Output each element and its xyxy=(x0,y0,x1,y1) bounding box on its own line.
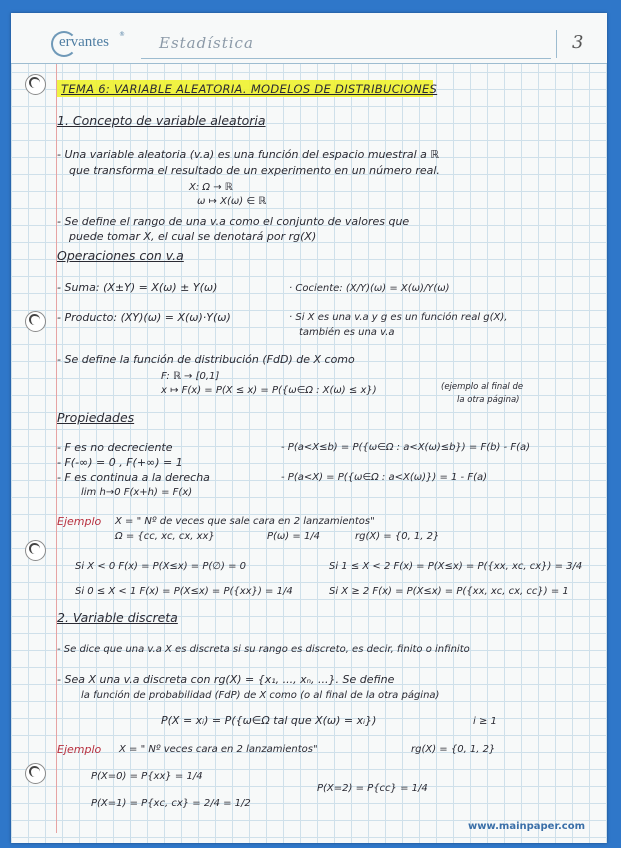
definition-line: la función de probabilidad (FdP) de X como (o al final de la otra página) xyxy=(81,690,440,701)
example-line: rg(X) = {0, 1, 2} xyxy=(411,744,496,755)
definition-line: - Una variable aleatoria (v.a) es una función del espacio muestral a ℝ xyxy=(57,148,440,161)
notebook-page xyxy=(11,13,607,843)
operations-heading: Operaciones con v.a xyxy=(57,248,184,263)
probability-line: P(X=2) = P{cc} = 1/4 xyxy=(317,783,428,794)
case-line: Si 1 ≤ X < 2 F(x) = P(X≤x) = P({xx, xc, cx}) = 3/4 xyxy=(329,561,583,572)
property-line: - F es continua a la derecha xyxy=(57,471,210,484)
formula-line: x ↦ F(x) = P(X ≤ x) = P({ω∈Ω : X(ω) ≤ x}) xyxy=(161,385,377,396)
binder-hole xyxy=(25,540,46,561)
property-line: lim h→0 F(x+h) = F(x) xyxy=(81,487,193,498)
page-title: TEMA 6: VARIABLE ALEATORIA. MODELOS DE DISTRIBUCIONES xyxy=(61,82,438,96)
note-line: · Si X es una v.a y g es un función real g(X), xyxy=(289,312,508,323)
example-label: Ejemplo xyxy=(57,515,102,528)
definition-line: puede tomar X, el cual se denotará por rg(X) xyxy=(69,230,317,243)
property-line: - F es no decreciente xyxy=(57,441,173,454)
example-line: Ω = {cc, xc, cx, xx} xyxy=(115,531,215,542)
definition-line: - Se dice que una v.a X es discreta si su rango es discreto, es decir, finito o infinito xyxy=(57,644,470,655)
binder-hole xyxy=(25,74,46,95)
brand-logo xyxy=(51,31,141,61)
binder-hole xyxy=(25,763,46,784)
example-line: X = " Nº veces cara en 2 lanzamientos" xyxy=(119,744,318,755)
section-2-heading: 2. Variable discreta xyxy=(57,610,178,625)
properties-heading: Propiedades xyxy=(57,410,135,425)
formula-line: X: Ω → ℝ xyxy=(189,182,233,193)
section-1-heading: 1. Concepto de variable aleatoria xyxy=(57,113,266,128)
logo-registered-mark: ® xyxy=(119,31,125,38)
page-header xyxy=(11,13,607,64)
formula-line: - Suma: (X±Y) = X(ω) ± Y(ω) xyxy=(57,281,218,294)
footer-website: www.mainpaper.com xyxy=(468,821,585,832)
subject-field xyxy=(141,30,551,59)
property-line: - P(a<X) = P({ω∈Ω : a<X(ω)}) = 1 - F(a) xyxy=(281,472,488,483)
formula-line: i ≥ 1 xyxy=(473,716,497,727)
formula-line: - Producto: (XY)(ω) = X(ω)·Y(ω) xyxy=(57,311,231,324)
example-label: Ejemplo xyxy=(57,743,102,756)
probability-line: P(X=0) = P{xx} = 1/4 xyxy=(91,771,203,782)
binder-hole xyxy=(25,311,46,332)
definition-line: - Se define la función de distribución (FdD) de X como xyxy=(57,353,355,366)
formula-line: P(X = xᵢ) = P({ω∈Ω tal que X(ω) = xᵢ}) xyxy=(161,714,377,727)
case-line: Si X < 0 F(x) = P(X≤x) = P(∅) = 0 xyxy=(75,561,247,572)
subject-text: Estadística xyxy=(159,34,254,52)
formula-line: · Cociente: (X/Y)(ω) = X(ω)/Y(ω) xyxy=(289,283,450,294)
logo-text: ervantes xyxy=(59,34,109,50)
definition-line: que transforma el resultado de un experimento en un número real. xyxy=(69,164,440,177)
page-number: 3 xyxy=(572,32,584,53)
example-line: X = " Nº de veces que sale cara en 2 lanzamientos" xyxy=(115,516,375,527)
note-line: (ejemplo al final de xyxy=(441,382,524,392)
formula-line: ω ↦ X(ω) ∈ ℝ xyxy=(197,196,267,207)
property-line: - F(-∞) = 0 , F(+∞) = 1 xyxy=(57,456,183,469)
case-line: Si X ≥ 2 F(x) = P(X≤x) = P({xx, xc, cx, cc}) = 1 xyxy=(329,586,569,597)
formula-line: F: ℝ → [0,1] xyxy=(161,371,220,382)
example-line: rg(X) = {0, 1, 2} xyxy=(355,531,440,542)
property-line: - P(a<X≤b) = P({ω∈Ω : a<X(ω)≤b}) = F(b) - F(a) xyxy=(281,442,530,453)
case-line: Si 0 ≤ X < 1 F(x) = P(X≤x) = P({xx}) = 1/4 xyxy=(75,586,293,597)
note-line: también es una v.a xyxy=(299,327,395,338)
definition-line: - Sea X una v.a discreta con rg(X) = {x₁, ..., xₙ, ...}. Se define xyxy=(57,673,395,686)
example-line: P(ω) = 1/4 xyxy=(267,531,321,542)
probability-line: P(X=1) = P{xc, cx} = 2/4 = 1/2 xyxy=(91,798,251,809)
note-line: la otra página) xyxy=(457,395,520,405)
definition-line: - Se define el rango de una v.a como el conjunto de valores que xyxy=(57,215,410,228)
page-number-field xyxy=(556,30,597,58)
